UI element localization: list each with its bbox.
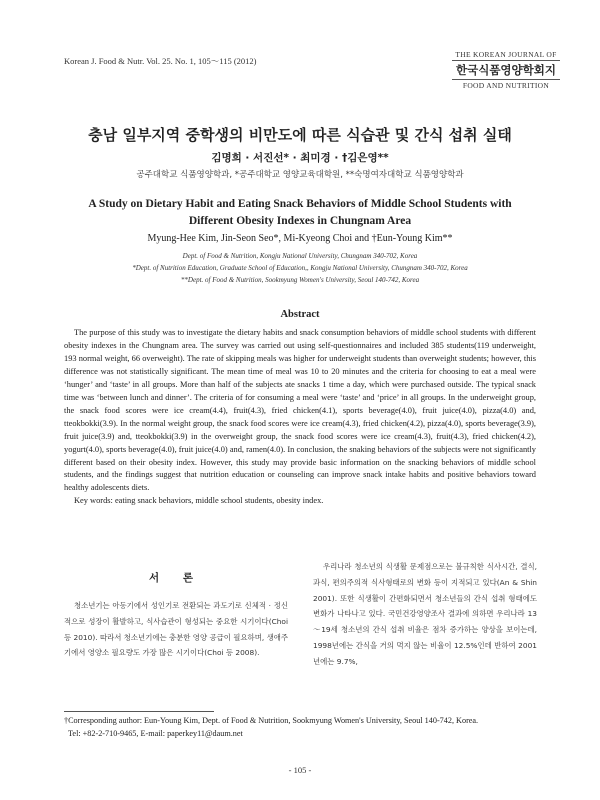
title-english [60,196,540,230]
body-left-column [64,598,288,661]
title-korean: 충남 일부지역 중학생의 비만도에 따른 식습관 및 간식 섭취 실태 [88,126,512,144]
journal-name-kr: 한국식품영양학회지 [456,63,556,77]
footnote-divider [64,711,214,712]
affiliations-korean: 공주대학교 식품영양학과, *공주대학교 영양교육대학원, **숙명여자대학교 식품영양학과 [136,170,464,180]
section-heading-introduction: 서 론 [149,572,203,584]
authors-english: Myung-Hee Kim, Jin-Seon Seo*, Mi-Kyeong Choi and †Eun-Young Kim** [147,233,453,244]
journal-citation: Korean J. Food & Nutr. Vol. 25. No. 1, 105～115 (2012) [64,56,257,66]
footnote-corresponding-author: †Corresponding author: Eun-Young Kim, Dept. of Food & Nutrition, Sookmyung Women's University, Seoul 140-742, Korea. [64,716,479,725]
title-english-line-1: A Study on Dietary Habit and Eating Snack Behaviors of Middle School Students with [88,198,512,210]
body-right-paragraph: 우리나라 청소년의 식생활 문제점으로는 불규칙한 식사시간, 결식, 과식, 편의주의적 식사형태로의 변화 등이 지적되고 있다(An & Shin 2001). 또한 식생활이 간편화되면서 청소년들의 간식 섭취 형태에도 변화가 나타나고 있다. 국민건강영양조사 결과에 의하면 우리나라 13～19세 청소년의 간식 섭취 비율은 점차 증가하는 양상을 보이는데, 1998년에는 간식을 거의 먹지 않는 비율이 12.5%인데 반하여 2001년에는 9.7%, [313,562,537,666]
body-left-paragraph: 청소년기는 아동기에서 성인기로 전환되는 과도기로 신체적 · 정신적으로 성장이 활발하고, 식사습관이 형성되는 중요한 시기이다(Choi 등 2010). 따라서 청소년기에는 충분한 영양 공급이 필요하며, 생애주기에서 영양소 필요량도 가장 많은 시기이다(Choi 등 2008). [64,601,288,658]
abstract-text: The purpose of this study was to investigate the dietary habits and snack consumption behaviors of middle school students with different obesity indexes in the Chungnam area. The survey was carried out using self-questionnaires and included 385 students(119 underweight, 193 normal weight, 66 overweight). The rate of skipping meals was higher for underweight students than overweight students; however, this difference was not statistically significant. The mean time of meal was 10 to 20 minutes and the criteria for choosing to eat a meal were ‘hunger’ and ‘taste’ in all groups. More than half of the subjects ate snacks 1 time a day, which were purchased outside. The typical snack time was ‘between lunch and dinner’. The criteria of for consuming a meal were ‘taste’ and ‘price’ in all groups. In the underweight group, the snack food scores were ice cream(4.4), fruit(4.3), fried chicken(4.1), sports beverage(4.0), fruit juice(4.0), pizza(4.0) and, tteokbokki(3.9). In the normal weight group, the snack food scores were ice cream(4.3), fried chicken(4.2), pizza(4.0), sports beverage(3.9), fruit juice(3.9) and, tteokbokki(3.9) in the overweight group, the snack food scores were ice cream(4.3), fruit(4.3), fried chicken(4.2), yogurt(4.0), sports beverage(4.0), fruit juice(4.0) and, ramen(4.0). In conclusion, the snaking behaviors of the subjects were not significantly different based on their obesity index. However, this study may provide basic information on the snacking behaviors of middle school students, and the findings suggest that nutrition education or counseling can improve snack intake habits and positive behaviors toward healthy adolescents diets. [64,328,536,493]
journal-name-en-top: THE KOREAN JOURNAL OF [452,50,560,61]
abstract-heading: Abstract [280,309,320,320]
affiliation-english-1: Dept. of Food & Nutrition, Kongju National University, Chungnam 340-702, Korea [182,252,418,260]
page-number: - 105 - [288,765,312,775]
affiliation-english-3: **Dept. of Food & Nutrition, Sookmyung Women's University, Seoul 140-742, Korea [180,276,420,284]
authors-korean: 김명희 · 서진선* · 최미경 · †김은영** [211,152,389,164]
footnote [64,714,544,740]
abstract-keywords: Key words: eating snack behaviors, middle school students, obesity index. [74,496,324,506]
journal-masthead [452,50,560,90]
affiliation-english-2: *Dept. of Nutrition Education, Graduate School of Education,, Kongju National University, Chungnam 340-702, Korea [132,264,468,272]
title-english-line-2: Different Obesity Indexes in Chungnam Area [188,215,412,227]
journal-name-en-bottom: FOOD AND NUTRITION [452,79,560,90]
abstract-body [64,327,536,508]
body-right-column [313,559,537,670]
footnote-contact: Tel: +82-2-710-9465, E-mail: paperkey11@daum.net [68,729,243,738]
